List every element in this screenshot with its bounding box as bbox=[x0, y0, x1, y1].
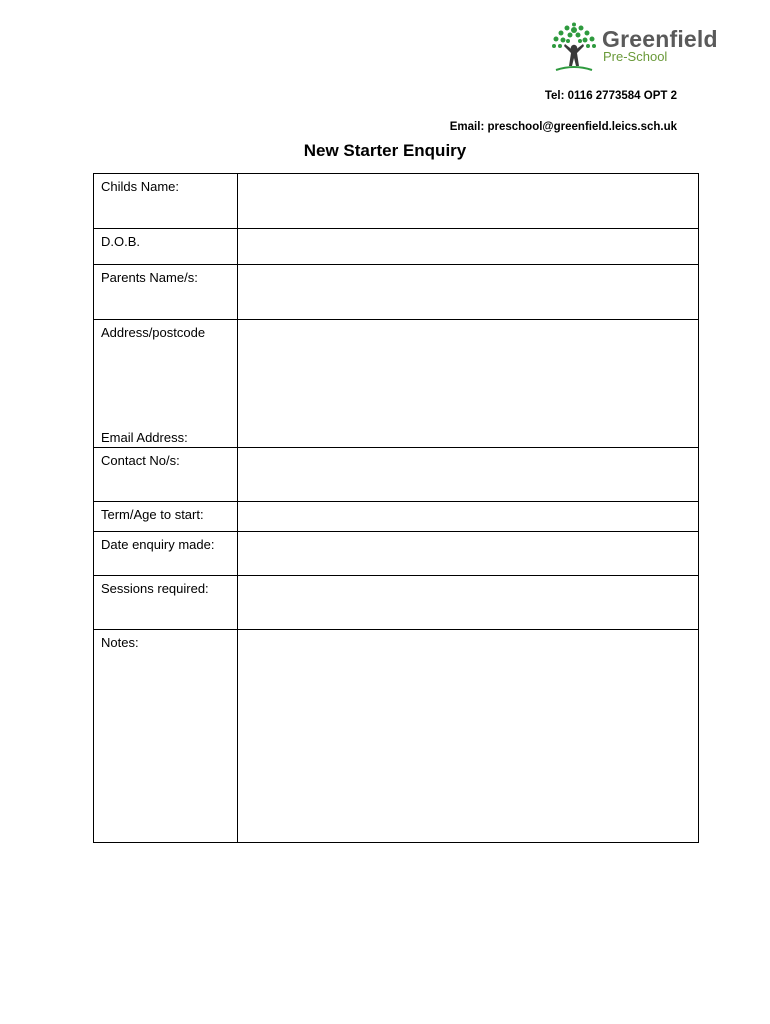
date-enquiry-field[interactable] bbox=[238, 532, 699, 576]
telephone-text: Tel: 0116 2773584 OPT 2 bbox=[544, 90, 677, 102]
contact-field[interactable] bbox=[238, 448, 699, 502]
contact-label: Contact No/s: bbox=[94, 448, 238, 502]
address-field[interactable] bbox=[238, 320, 699, 448]
dob-field[interactable] bbox=[238, 229, 699, 265]
greenfield-logo bbox=[548, 22, 728, 74]
sessions-field[interactable] bbox=[238, 576, 699, 630]
email-address-label: Email Address: bbox=[101, 430, 188, 445]
term-age-field[interactable] bbox=[238, 502, 699, 532]
address-label-cell bbox=[94, 320, 238, 448]
logo-name: Greenfield bbox=[602, 26, 718, 52]
form-row-contact bbox=[94, 448, 699, 502]
childs-name-label: Childs Name: bbox=[94, 174, 238, 229]
parents-name-field[interactable] bbox=[238, 265, 699, 320]
term-age-label: Term/Age to start: bbox=[94, 502, 238, 532]
form-row-dob bbox=[94, 229, 699, 265]
form-row-notes bbox=[94, 630, 699, 843]
email-text: Email: preschool@greenfield.leics.sch.uk bbox=[449, 121, 677, 133]
date-enquiry-label: Date enquiry made: bbox=[94, 532, 238, 576]
dob-label: D.O.B. bbox=[94, 229, 238, 265]
notes-field[interactable] bbox=[238, 630, 699, 843]
enquiry-form-table bbox=[93, 173, 699, 843]
form-row-term-age bbox=[94, 502, 699, 532]
form-row-parents-name bbox=[94, 265, 699, 320]
logo-subtitle: Pre-School bbox=[603, 49, 668, 64]
form-row-sessions bbox=[94, 576, 699, 630]
notes-label: Notes: bbox=[94, 630, 238, 843]
address-label: Address/postcode bbox=[101, 325, 206, 340]
page-title: New Starter Enquiry bbox=[303, 141, 467, 160]
sessions-label: Sessions required: bbox=[94, 576, 238, 630]
form-row-address bbox=[94, 320, 699, 448]
tree-person-icon bbox=[548, 22, 600, 74]
parents-name-label: Parents Name/s: bbox=[94, 265, 238, 320]
form-row-childs-name bbox=[94, 174, 699, 229]
form-row-date-enquiry bbox=[94, 532, 699, 576]
childs-name-field[interactable] bbox=[238, 174, 699, 229]
